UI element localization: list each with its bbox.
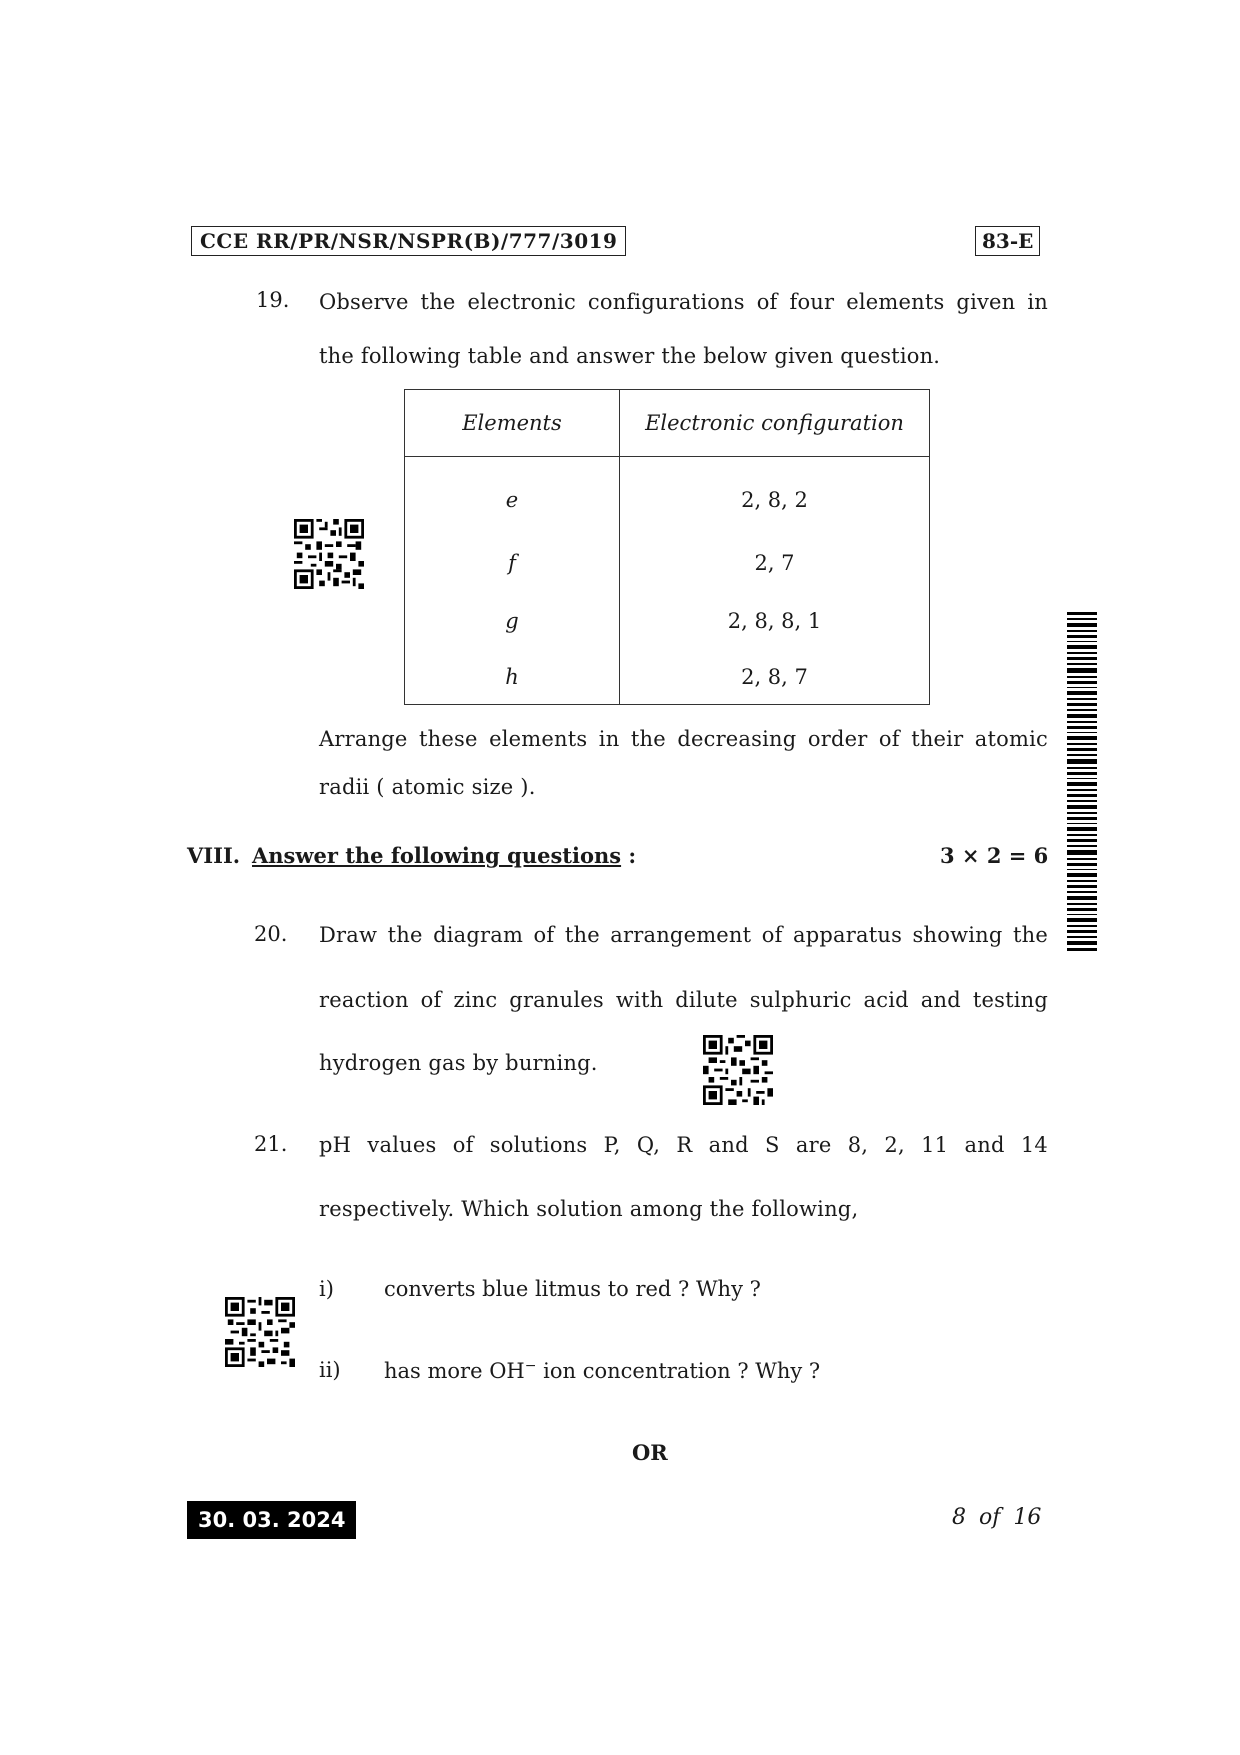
- q21-line-1: pH values of solutions P, Q, R and S are 8, 2, 11 and 14: [319, 1133, 1048, 1157]
- table-header-config: Electronic configuration: [620, 390, 930, 457]
- exam-code: CCE RR/PR/NSR/NSPR(B)/777/3019: [191, 226, 626, 256]
- question-number-19: 19.: [256, 288, 290, 312]
- q19-line-2: the following table and answer the below given question.: [319, 344, 941, 368]
- q21-line-2: respectively. Which solution among the following,: [319, 1197, 859, 1221]
- q21-sub-i-label: i): [319, 1277, 334, 1301]
- barcode-icon: [1067, 612, 1097, 952]
- config-cell: 2, 8, 8, 1: [620, 592, 930, 650]
- q21-sub-ii-label: ii): [319, 1358, 341, 1382]
- table-row: [405, 650, 930, 705]
- q20-line-3: hydrogen gas by burning.: [319, 1051, 598, 1075]
- qr-code-icon: [294, 519, 364, 589]
- section-numeral: VIII.: [187, 843, 241, 868]
- table-header-elements: Elements: [405, 390, 620, 457]
- element-cell: g: [405, 592, 620, 650]
- q21-sub-ii-text: [384, 1358, 820, 1383]
- section-marks: 3 × 2 = 6: [940, 843, 1049, 868]
- q21-sub-i-text: converts blue litmus to red ? Why ?: [384, 1277, 761, 1301]
- table-row: [405, 457, 930, 535]
- page-number: 8 of 16: [952, 1505, 1042, 1530]
- q19-follow-line-2: radii ( atomic size ).: [319, 775, 536, 799]
- oh-ion-charge: −: [524, 1358, 537, 1374]
- question-number-21: 21.: [254, 1132, 288, 1156]
- table-row: [405, 592, 930, 650]
- paper-code: 83-E: [975, 226, 1040, 256]
- element-cell: h: [405, 650, 620, 705]
- element-cell: f: [405, 534, 620, 592]
- q19-follow-line-1: Arrange these elements in the decreasing order of their atomic: [319, 727, 1048, 751]
- section-title-colon: :: [628, 843, 637, 868]
- q20-line-1: Draw the diagram of the arrangement of apparatus showing the: [319, 923, 1048, 947]
- electronic-config-table: [404, 389, 930, 705]
- table-row: [405, 534, 930, 592]
- config-cell: 2, 7: [620, 534, 930, 592]
- q19-line-1: Observe the electronic configurations of four elements given in: [319, 290, 1048, 314]
- element-cell: e: [405, 457, 620, 535]
- exam-date: 30. 03. 2024: [187, 1501, 356, 1539]
- section-title: [252, 843, 636, 868]
- q20-line-2: reaction of zinc granules with dilute sulphuric acid and testing: [319, 988, 1048, 1012]
- qr-code-icon: [703, 1035, 773, 1105]
- oh-ion-text: has more OH: [384, 1359, 525, 1383]
- config-cell: 2, 8, 7: [620, 650, 930, 705]
- section-title-text: Answer the following questions: [252, 843, 622, 868]
- or-separator: OR: [632, 1440, 668, 1465]
- qr-code-icon: [225, 1297, 295, 1367]
- config-cell: 2, 8, 2: [620, 457, 930, 535]
- question-number-20: 20.: [254, 922, 288, 946]
- q21-sub-ii-rest: ion concentration ? Why ?: [536, 1359, 821, 1383]
